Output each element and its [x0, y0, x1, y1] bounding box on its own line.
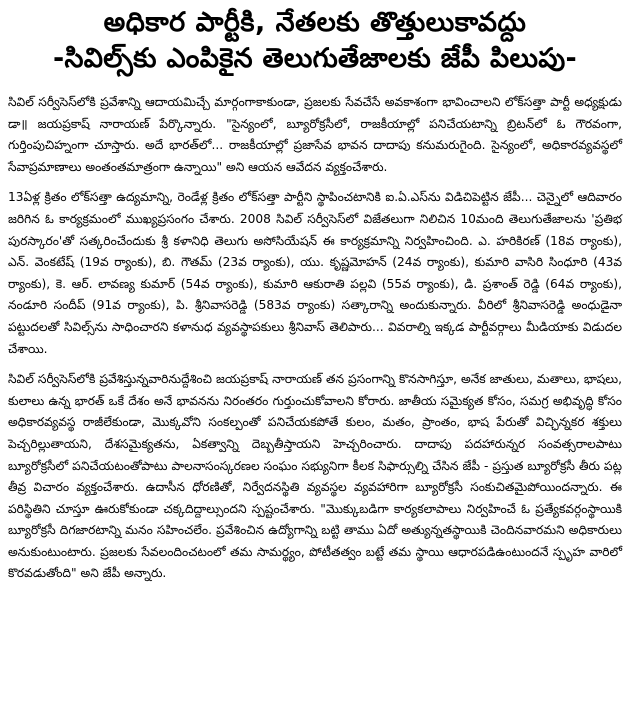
- paragraph-1: సివిల్ సర్వీసెస్‌లోకి ప్రవేశాన్ని ఆదాయమిచ్చే మార్గంగాకాకుండా, ప్రజలకు సేవచేసే అవకాశంగా భావించాలని లోక్‌సత్తా పార్టీ అధ్యక్షుడు డా॥ జయప్రకాష్ నారాయణ్ పేర్కొన్నారు. "సైన్యంలో, బ్యూరోక్రసీలో, రాజకీయాల్లో పనిచేయటాన్ని బ్రిటన్‌లో ఓ గౌరవంగా, గుర్తింపుచిహ్నంగా చూస్తారు. అదే భారత్‌లో... రాజకీయాల్లో ప్రజాసేవ భావన దాదాపు కనుమరుగైంది. సైన్యంలో, అధికారవ్యవస్థలో సేవాప్రమాణాలు అంతంతమాత్రంగా ఉన్నాయి" అని ఆయన ఆవేదన వ్యక్తంచేశారు.: [8, 95, 622, 174]
- headline: అధికార పార్టీకి, నేతలకు తొత్తులుకావద్దు: [103, 7, 527, 38]
- paragraph-3: సివిల్ సర్వీసెస్‌లోకి ప్రవేశిస్తున్నవారినుద్దేశించి జయప్రకాష్ నారాయణ్ తన ప్రసంగాన్ని కొనసాగిస్తూ, అనేక జాతులు, మతాలు, భాషలు, కులాలు ఉన్న భారత్ ఒకే దేశం అనే భావనను నిరంతరం గుర్తుంచుకోవాలని కోరారు. జాతీయ సమైక్యత కోసం, సమగ్ర అభివృద్ధి కోసం అధికారవ్యవస్థ రాజీలేకుండా, మొక్కవోని సంకల్పంతో పనిచేయకపోతే కులం, మతం, ప్రాంతం, భాష పేరుతో విచ్ఛిన్నకర శక్తులు పెచ్చరిల్లుతాయని, దేశసమైక్యతను, ఏకత్వాన్ని దెబ్బతీస్తాయని హెచ్చరించారు. దాదాపు పదహారున్నర సంవత్సరాలపాటు బ్యూరోక్రసీలో పనిచేయటంతోపాటు పాలనాసంస్కరణల సంఘం సభ్యునిగా కీలక సిఫార్సుల్ని చేసిన జేపీ - ప్రస్తుత బ్యూరోక్రసీ తీరు పట్ల తీవ్ర విచారం వ్యక్తంచేశారు. ఉదాసీన ధోరణితో, నిర్వేదనస్థితి వ్యవస్థల వ్యవహారిగా బ్యూరోక్రసీ సంకుచితమైపోయిందన్నారు. ఈ పరిస్థితిని చూస్తూ ఊరుకోకుండా చక్కదిద్దాల్సుందని స్పష్టంచేశారు. "మొక్కుబడిగా కార్యకలాపాలు నిర్వహించే ఓ ప్రత్యేకవర్గంస్థాయికి బ్యూరోక్రసీ దిగజారటాన్ని మనం సహించలేం. ప్రవేశించిన ఉద్యోగాన్ని బట్టి తాము ఏదో అత్యున్నతస్థాయికి చెందినవారమని అధికారులు అనుకుంటుంటారు. ప్రజలకు సేవలందించటంలో తమ సామర్థ్యం, పోటీతత్వం బట్టే తమ స్థాయి ఆధారపడిఉంటుందనే స్పృహ వారిలో కొరవడుతోంది" అని జేపీ అన్నారు.: [8, 372, 623, 581]
- paragraph-2: 13ఏళ్ల క్రితం లోక్‌సత్తా ఉద్యమాన్ని, రెండేళ్ల క్రితం లోక్‌సత్తా పార్టీని స్థాపించటానికి ఐ.ఏ.ఎస్‌ను విడిచిపెట్టిన జేపీ... చెన్నైలో ఆదివారం జరిగిన ఓ కార్యక్రమంలో ముఖ్యప్రసంగం చేశారు. 2008 సివిల్ సర్వీసెస్‌లో విజేతలుగా నిలిచిన 10మంది తెలుగుతేజాలను 'ప్రతిభ పురస్కారం'తో సత్కరించేందుకు శ్రీ కళానిధి తెలుగు అసోసియేషన్ ఈ కార్యక్రమాన్ని నిర్వహించింది. ఎ. హరికిరణ్ (18వ ర్యాంకు), ఎన్. వెంకటేష్ (19వ ర్యాంకు), బి. గౌతమ్ (23వ ర్యాంకు), యు. కృష్ణమోహన్ (24వ ర్యాంకు), కుమారి వాసిరి సింధూరి (43వ ర్యాంకు), కె. ఆర్. లావణ్య కుమార్ (54వ ర్యాంకు), కుమారి ఆకురాతి పల్లవి (55వ ర్యాంకు), డి. ప్రశాంత్ రెడ్డి (64వ ర్యాంకు), నండూరి సందీప్ (91వ ర్యాంకు), పి. శ్రీనివాసరెడ్డి (583వ ర్యాంకు) సత్కారాన్ని అందుకున్నారు. వీరిలో శ్రీనివాసరెడ్డి అంధుడైనా పట్టుదలతో సివిల్స్‌ను సాధించారని కళానుధ వ్యవస్థాపకులు శ్రీనివాస్ తెలిపారు... వివరాల్ని ఇక్కడ పార్టీవర్గాలు మీడియాకు విడుదల చేశాయి.: [8, 190, 622, 356]
- subheadline: -సివిల్స్‌కు ఎంపికైన తెలుగుతేజాలకు జేపీ పిలుపు-: [52, 43, 578, 74]
